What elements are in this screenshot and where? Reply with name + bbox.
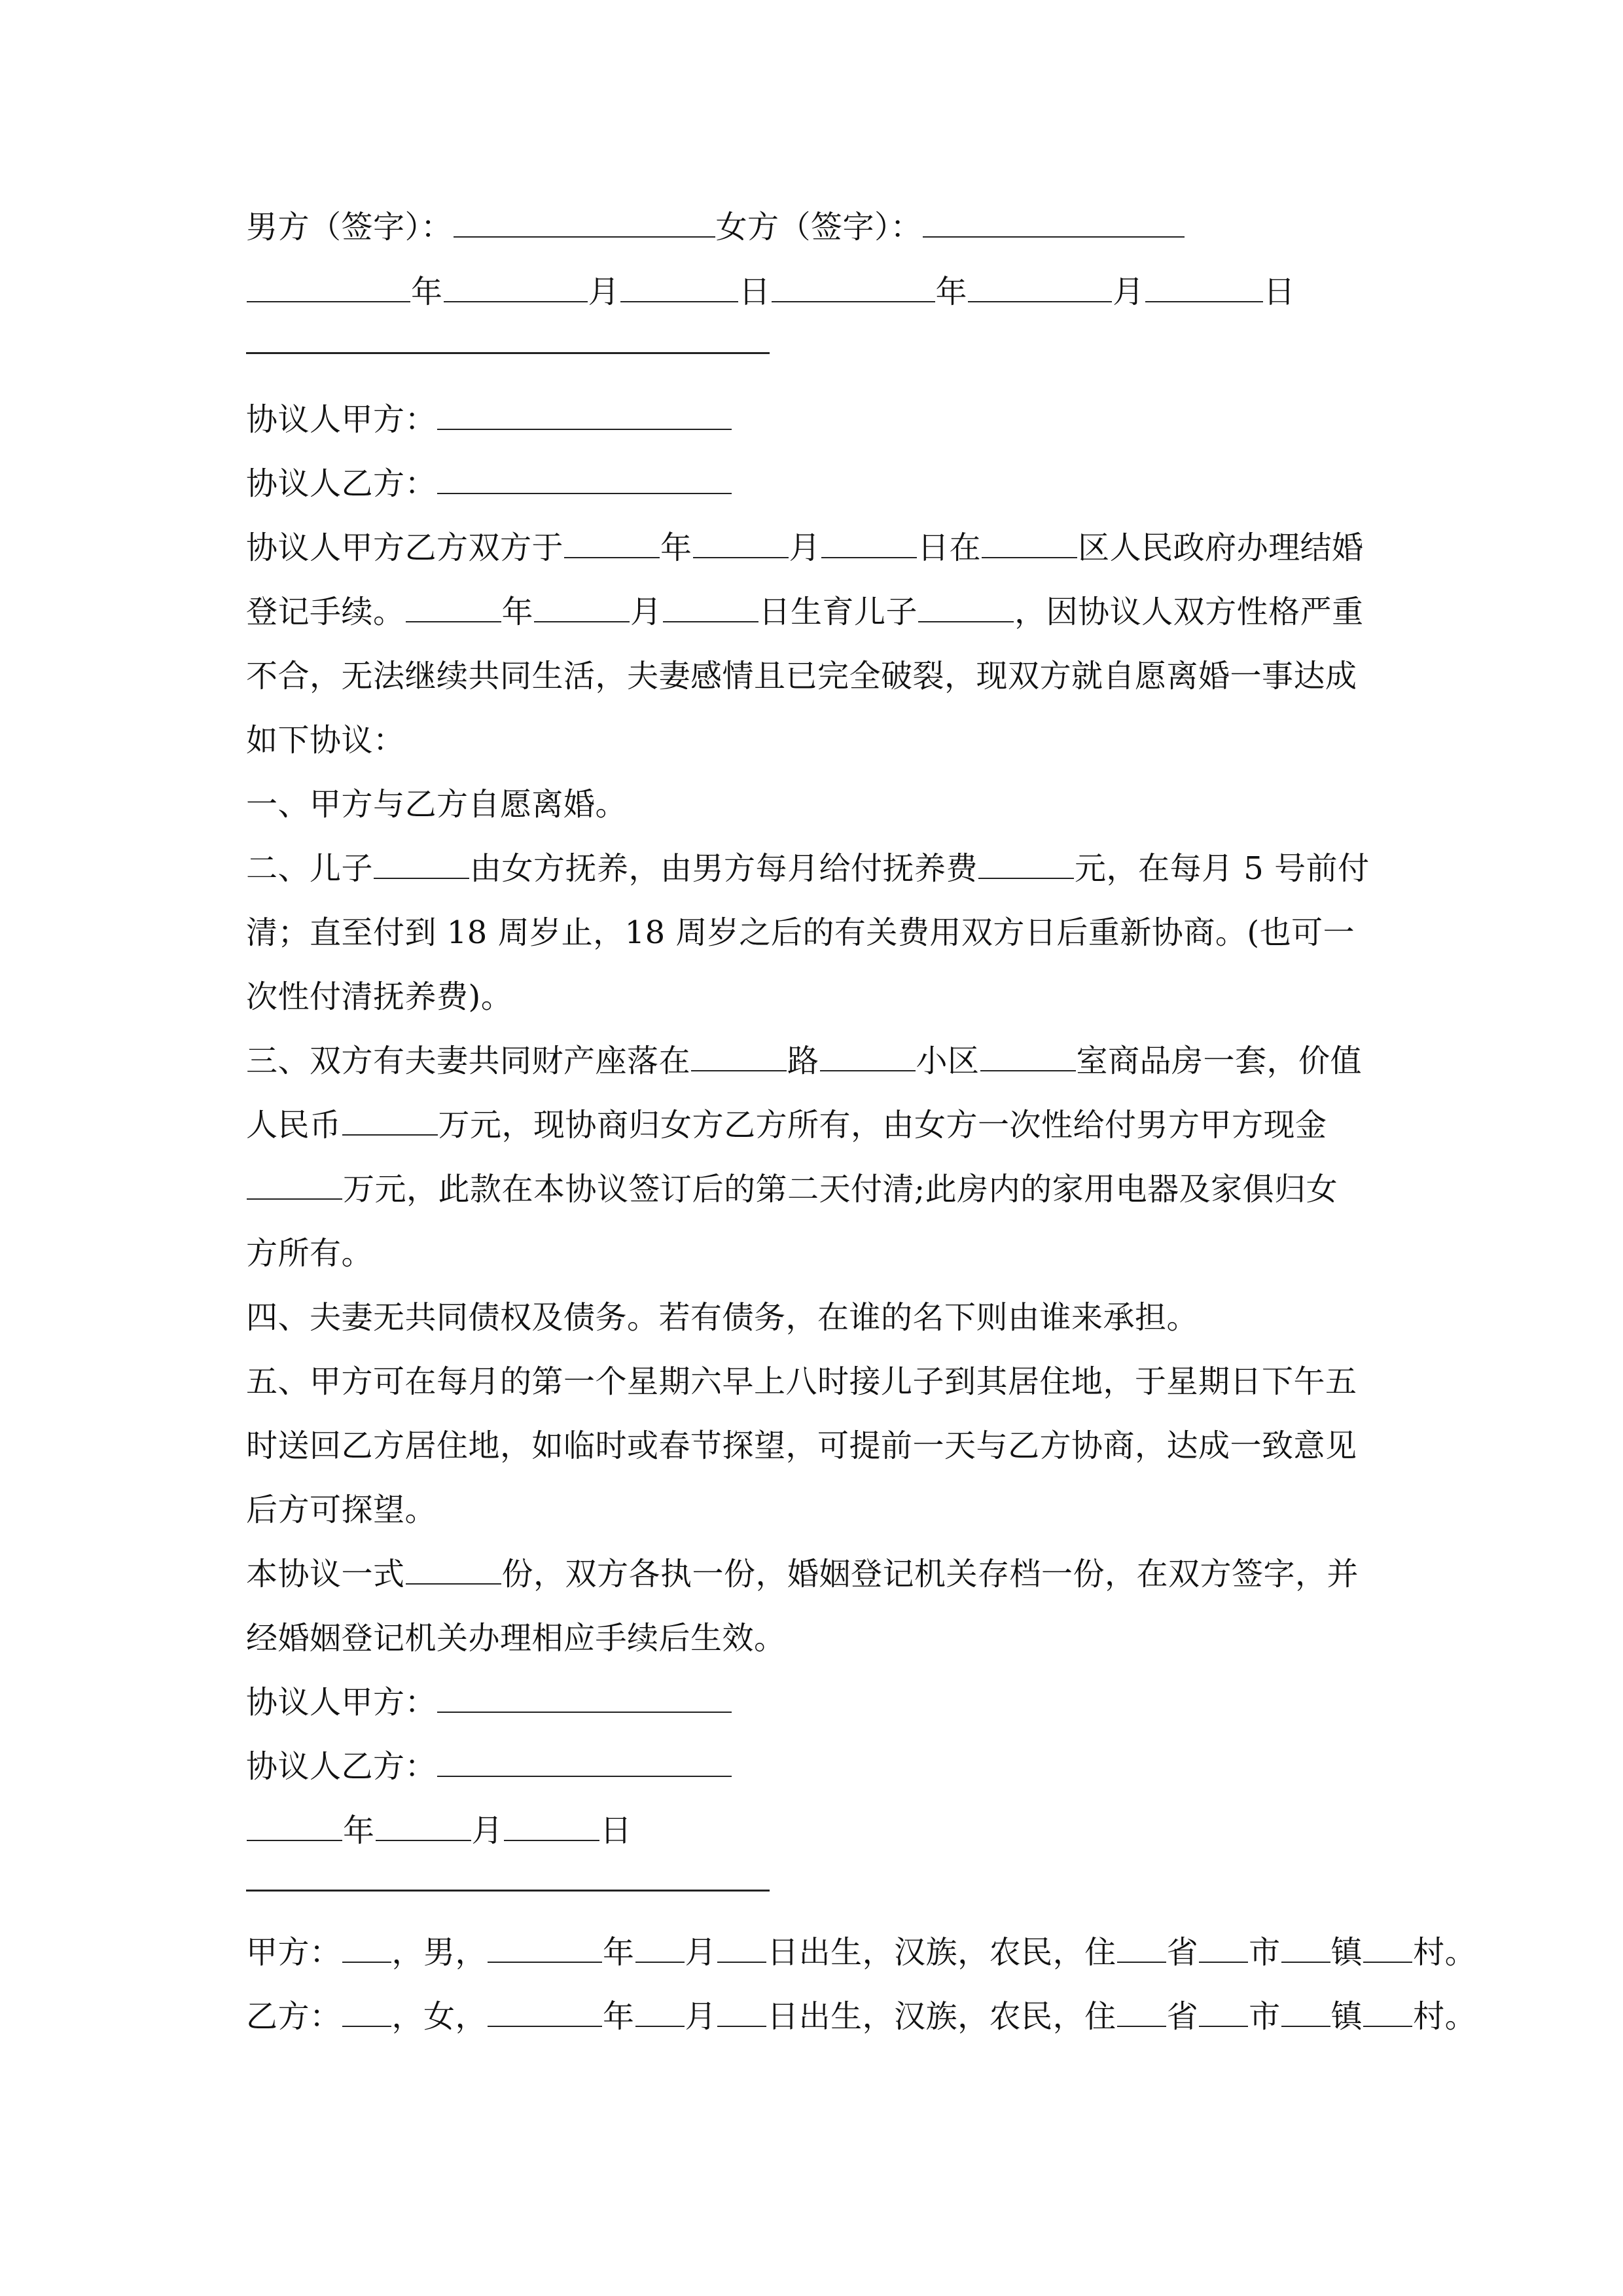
clause-5-line-1: 五、甲方可在每月的第一个星期六早上八时接儿子到其居住地，于星期日下午五: [246, 1363, 1357, 1400]
copies-line-2: 经婚姻登记机关办理相应手续后生效。: [246, 1620, 786, 1657]
person-b-line: [246, 1984, 1477, 2049]
text: 协议人甲方乙方双方于: [246, 529, 564, 566]
bottom-date-line: [246, 1799, 1378, 1863]
party-b-label: 协议人乙方：: [246, 465, 437, 502]
text: 元，在每月 5 号前付: [1075, 850, 1370, 887]
text: 路: [787, 1043, 819, 1079]
female-day-blank[interactable]: [1145, 272, 1263, 302]
text: 本协议一式: [246, 1556, 405, 1592]
signature-line: [246, 195, 1378, 259]
bottom-party-b-blank[interactable]: [437, 1747, 732, 1777]
clause-3-line-2: [246, 1093, 1378, 1157]
text: 由女方抚养，由男方每月给付抚养费: [470, 850, 978, 887]
person-a-line: [246, 1920, 1477, 1984]
male-month-blank[interactable]: [444, 272, 588, 302]
clause-3-line-3: [246, 1157, 1378, 1221]
text: 村。: [1413, 1934, 1477, 1971]
text: 区人民政府办理结婚: [1078, 529, 1364, 566]
intro-line-1: [246, 516, 1378, 580]
day-label: 日: [1263, 274, 1296, 310]
person-b-birth-day-blank[interactable]: [717, 1997, 766, 2027]
text: 省: [1166, 1934, 1199, 1971]
day-label: 日: [739, 274, 771, 310]
text: 日生育儿子: [758, 594, 918, 630]
bottom-year-blank[interactable]: [247, 1811, 342, 1841]
bottom-month-blank[interactable]: [376, 1811, 471, 1841]
signature-date-line: [246, 260, 1378, 324]
text: 日: [600, 1812, 632, 1849]
person-a-birth-year-blank[interactable]: [488, 1933, 602, 1963]
clause-5-line-3: 后方可探望。: [246, 1492, 437, 1528]
text: 年: [501, 594, 534, 630]
text: 年: [603, 1934, 635, 1971]
female-year-blank[interactable]: [772, 272, 935, 302]
text: 登记手续。: [246, 594, 405, 630]
clause-2-line-2: 清；直至付到 18 周岁止，18 周岁之后的有关费用双方日后重新协商。(也可一: [246, 914, 1355, 951]
son-name-blank[interactable]: [918, 592, 1014, 622]
text: 室商品房一套，价值: [1076, 1043, 1363, 1079]
text: 月: [685, 1998, 717, 2035]
person-a-town-blank[interactable]: [1281, 1933, 1330, 1963]
community-blank[interactable]: [820, 1041, 916, 1071]
birth-day-blank[interactable]: [663, 592, 758, 622]
person-a-village-blank[interactable]: [1363, 1933, 1412, 1963]
intro-line-3: 不合，无法继续共同生活，夫妻感情且已完全破裂，现双方就自愿离婚一事达成: [246, 658, 1357, 694]
son-custody-blank[interactable]: [374, 849, 469, 879]
text: 万元，此款在本协议签订后的第二天付清;此房内的家用电器及家俱归女: [343, 1171, 1338, 1208]
text: 月: [789, 529, 821, 566]
copies-line-1: [246, 1542, 1378, 1606]
marriage-month-blank[interactable]: [693, 528, 789, 558]
bottom-party-b-line: [246, 1734, 1378, 1799]
text: 乙方：: [246, 1998, 342, 2035]
text: 小区: [916, 1043, 980, 1079]
party-a-label: 协议人甲方：: [246, 401, 437, 438]
intro-line-4: 如下协议：: [246, 722, 405, 759]
party-b-blank[interactable]: [437, 464, 732, 494]
person-b-city-blank[interactable]: [1199, 1997, 1248, 2027]
text: 万元，现协商归女方乙方所有，由女方一次性给付男方甲方现金: [438, 1107, 1327, 1143]
person-b-town-blank[interactable]: [1281, 1997, 1330, 2027]
female-signature-label: 女方（签字）：: [715, 209, 923, 245]
party-a-blank[interactable]: [437, 400, 732, 430]
birth-month-blank[interactable]: [534, 592, 630, 622]
marriage-day-blank[interactable]: [821, 528, 917, 558]
person-a-province-blank[interactable]: [1117, 1933, 1166, 1963]
district-blank[interactable]: [982, 528, 1077, 558]
person-b-province-blank[interactable]: [1117, 1997, 1166, 2027]
clause-2-line-3: 次性付清抚养费)。: [246, 978, 513, 1015]
text: 三、双方有夫妻共同财产座落在: [246, 1043, 691, 1079]
text: 日出生，汉族，农民，住: [767, 1934, 1116, 1971]
text: 二、儿子: [246, 850, 374, 887]
male-day-blank[interactable]: [620, 272, 738, 302]
month-label: 月: [588, 274, 620, 310]
male-signature-label: 男方（签字）：: [246, 209, 453, 245]
text: 月: [630, 594, 662, 630]
section-separator: [246, 352, 770, 354]
person-b-birth-month-blank[interactable]: [635, 1997, 685, 2027]
text: 人民币: [246, 1107, 342, 1143]
text: 份，双方各执一份，婚姻登记机关存档一份，在双方签字，并: [501, 1556, 1359, 1592]
intro-line-2: [246, 580, 1378, 644]
text: 日在: [918, 529, 982, 566]
male-signature-blank[interactable]: [454, 207, 715, 238]
bottom-day-blank[interactable]: [504, 1811, 599, 1841]
text: 村。: [1413, 1998, 1477, 2035]
text: 市: [1249, 1998, 1281, 2035]
text: 月: [471, 1812, 504, 1849]
clause-3-line-1: [246, 1029, 1378, 1093]
year-label: 年: [935, 274, 968, 310]
clause-2-line-1: [246, 836, 1378, 901]
party-b-line: [246, 452, 1378, 516]
party-a-label: 协议人甲方：: [246, 1684, 437, 1721]
text: ，男，: [391, 1934, 488, 1971]
text: 月: [685, 1934, 717, 1971]
text: 甲方：: [246, 1934, 342, 1971]
person-a-name-blank[interactable]: [342, 1933, 391, 1963]
marriage-year-blank[interactable]: [564, 528, 660, 558]
person-b-village-blank[interactable]: [1363, 1997, 1412, 2027]
female-signature-blank[interactable]: [923, 207, 1185, 238]
female-month-blank[interactable]: [968, 272, 1112, 302]
text: ，因协议人双方性格严重: [1014, 594, 1364, 630]
text: 日出生，汉族，农民，住: [767, 1998, 1116, 2035]
party-a-line: [246, 387, 1378, 452]
month-label: 月: [1113, 274, 1145, 310]
clause-1: 一、甲方与乙方自愿离婚。: [246, 786, 628, 823]
bottom-party-a-blank[interactable]: [437, 1683, 732, 1713]
support-amount-blank[interactable]: [978, 849, 1074, 879]
clause-4: 四、夫妻无共同债权及债务。若有债务，在谁的名下则由谁来承担。: [246, 1299, 1199, 1336]
person-a-birth-day-blank[interactable]: [717, 1933, 766, 1963]
property-value-blank[interactable]: [342, 1105, 438, 1136]
text: 年: [660, 529, 692, 566]
section-separator-2: [246, 1890, 770, 1892]
person-a-city-blank[interactable]: [1199, 1933, 1248, 1963]
room-blank[interactable]: [980, 1041, 1076, 1071]
clause-3-line-4: 方所有。: [246, 1235, 374, 1272]
text: 年: [603, 1998, 635, 2035]
cash-amount-blank[interactable]: [247, 1170, 342, 1200]
copies-count-blank[interactable]: [406, 1554, 501, 1585]
text: ，女，: [391, 1998, 488, 2035]
year-label: 年: [411, 274, 443, 310]
clause-5-line-2: 时送回乙方居住地，如临时或春节探望，可提前一天与乙方协商，达成一致意见: [246, 1427, 1357, 1464]
party-b-label: 协议人乙方：: [246, 1748, 437, 1785]
road-blank[interactable]: [691, 1041, 787, 1071]
text: 省: [1166, 1998, 1199, 2035]
birth-year-blank[interactable]: [406, 592, 501, 622]
male-year-blank[interactable]: [247, 272, 410, 302]
person-a-birth-month-blank[interactable]: [635, 1933, 685, 1963]
person-b-birth-year-blank[interactable]: [488, 1997, 602, 2027]
person-b-name-blank[interactable]: [342, 1997, 391, 2027]
bottom-party-a-line: [246, 1670, 1378, 1734]
text: 年: [343, 1812, 375, 1849]
text: 镇: [1330, 1934, 1363, 1971]
text: 镇: [1330, 1998, 1363, 2035]
text: 市: [1249, 1934, 1281, 1971]
